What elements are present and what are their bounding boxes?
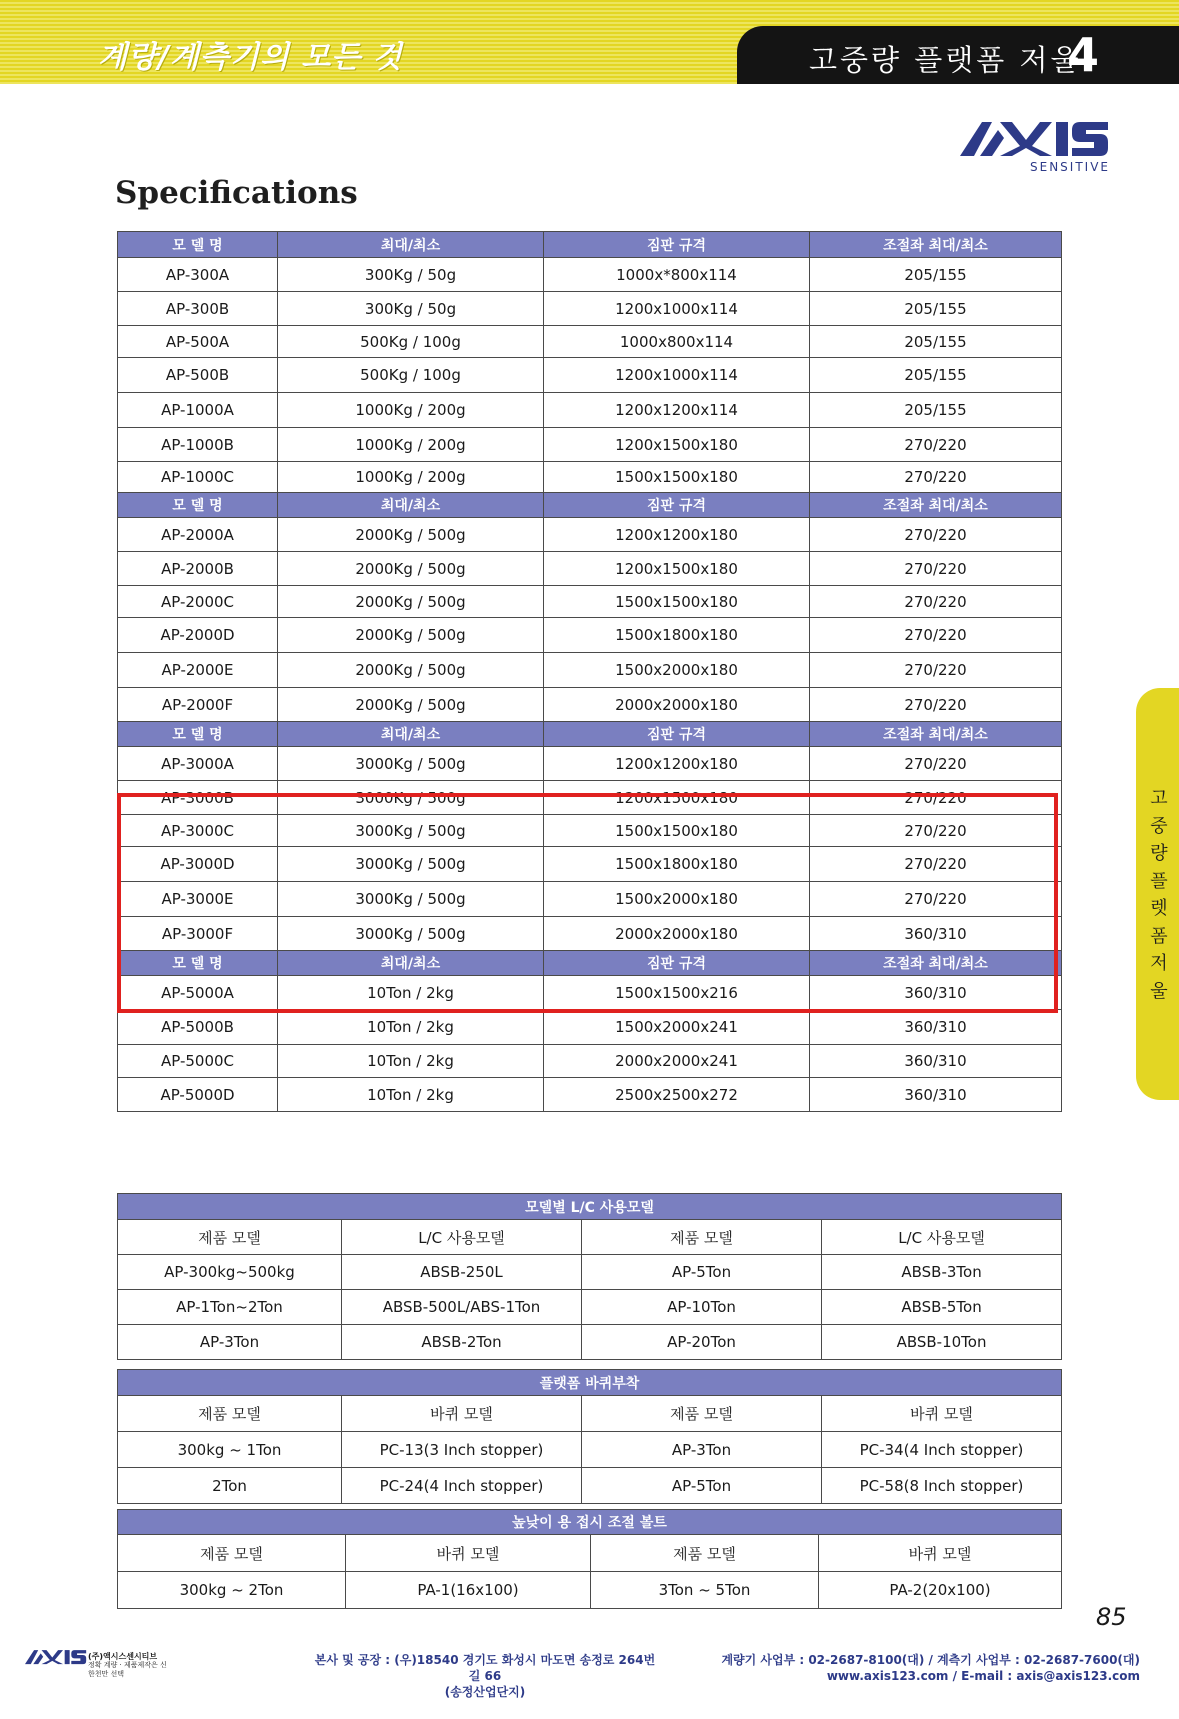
model-cell: AP-3000A — [118, 747, 278, 781]
bolt-row — [118, 1572, 1062, 1609]
model-cell: AP-2000B — [118, 552, 278, 586]
header-category-tab — [737, 26, 1179, 84]
platform-size-cell: 1500x1800x180 — [544, 847, 810, 882]
spec-row — [118, 688, 1062, 722]
spec-header-row — [118, 493, 1062, 518]
spec-row — [118, 358, 1062, 393]
logo-subtitle: SENSITIVE — [1030, 160, 1110, 174]
table-cell: ABSB-3Ton — [822, 1255, 1062, 1290]
footer-company-slogan-2: 한천만 선택 — [88, 1670, 125, 1678]
capacity-cell: 10Ton / 2kg — [278, 1078, 544, 1112]
sub-column-header: 바퀴 모델 — [819, 1535, 1062, 1572]
footer-company-info — [88, 1652, 167, 1679]
spec-header-row — [118, 232, 1062, 258]
foot-adjust-cell: 270/220 — [810, 552, 1062, 586]
capacity-cell: 2000Kg / 500g — [278, 518, 544, 552]
spec-column-header: 짐판 규격 — [544, 493, 810, 518]
foot-adjust-cell: 360/310 — [810, 917, 1062, 951]
platform-size-cell: 2000x2000x180 — [544, 688, 810, 722]
platform-size-cell: 1500x1500x180 — [544, 815, 810, 847]
foot-adjust-cell: 270/220 — [810, 586, 1062, 618]
capacity-cell: 2000Kg / 500g — [278, 552, 544, 586]
section-title-cell: 플랫폼 바퀴부착 — [118, 1370, 1062, 1396]
spec-row — [118, 847, 1062, 882]
specifications-table — [117, 231, 1062, 1112]
model-cell: AP-2000D — [118, 618, 278, 653]
model-cell: AP-5000B — [118, 1010, 278, 1045]
foot-adjust-cell: 205/155 — [810, 292, 1062, 326]
spec-column-header: 짐판 규격 — [544, 722, 810, 747]
spec-column-header: 조절좌 최대/최소 — [810, 951, 1062, 976]
table-cell: PC-58(8 Inch stopper) — [822, 1468, 1062, 1504]
foot-adjust-cell: 270/220 — [810, 518, 1062, 552]
capacity-cell: 10Ton / 2kg — [278, 1045, 544, 1078]
capacity-cell: 1000Kg / 200g — [278, 462, 544, 493]
sub-column-header: 바퀴 모델 — [342, 1396, 582, 1432]
spec-column-header: 최대/최소 — [278, 232, 544, 258]
table-cell: 2Ton — [118, 1468, 342, 1504]
sub-column-header: 바퀴 모델 — [346, 1535, 591, 1572]
side-category-label: 고중량플렛폼저울 — [1150, 788, 1168, 1002]
table-cell: PA-1(16x100) — [346, 1572, 591, 1609]
capacity-cell: 10Ton / 2kg — [278, 1010, 544, 1045]
spec-row — [118, 976, 1062, 1010]
capacity-cell: 2000Kg / 500g — [278, 586, 544, 618]
capacity-cell: 3000Kg / 500g — [278, 781, 544, 815]
capacity-cell: 3000Kg / 500g — [278, 882, 544, 917]
table-cell: ABSB-5Ton — [822, 1290, 1062, 1325]
capacity-cell: 3000Kg / 500g — [278, 847, 544, 882]
footer-address-line-1: 본사 및 공장 : (우)18540 경기도 화성시 마도면 송정로 264번길 66 — [314, 1653, 656, 1683]
spec-row — [118, 747, 1062, 781]
sub-header-row — [118, 1220, 1062, 1255]
platform-size-cell: 1500x2000x180 — [544, 653, 810, 688]
platform-size-cell: 1000x*800x114 — [544, 258, 810, 292]
section-title-cell: 모델별 L/C 사용모델 — [118, 1194, 1062, 1220]
lc-model-table — [117, 1193, 1062, 1360]
model-cell: AP-500B — [118, 358, 278, 393]
platform-size-cell: 2500x2500x272 — [544, 1078, 810, 1112]
model-cell: AP-5000C — [118, 1045, 278, 1078]
page-number: 85 — [1096, 1603, 1127, 1631]
spec-row — [118, 586, 1062, 618]
platform-size-cell: 1200x1500x180 — [544, 428, 810, 462]
foot-adjust-cell: 270/220 — [810, 428, 1062, 462]
spec-column-header: 모 델 명 — [118, 493, 278, 518]
table-cell: AP-10Ton — [582, 1290, 822, 1325]
spec-column-header: 조절좌 최대/최소 — [810, 232, 1062, 258]
spec-row — [118, 393, 1062, 428]
table-cell: ABSB-2Ton — [342, 1325, 582, 1360]
section-title-row — [118, 1194, 1062, 1220]
model-cell: AP-2000F — [118, 688, 278, 722]
capacity-cell: 500Kg / 100g — [278, 326, 544, 358]
platform-size-cell: 2000x2000x241 — [544, 1045, 810, 1078]
platform-size-cell: 1500x2000x241 — [544, 1010, 810, 1045]
model-cell: AP-2000A — [118, 518, 278, 552]
spec-row — [118, 618, 1062, 653]
sub-column-header: 제품 모델 — [582, 1220, 822, 1255]
sub-column-header: 바퀴 모델 — [822, 1396, 1062, 1432]
sub-column-header: 제품 모델 — [118, 1396, 342, 1432]
spec-row — [118, 653, 1062, 688]
lc-row — [118, 1290, 1062, 1325]
table-cell: AP-3Ton — [582, 1432, 822, 1468]
section-title: Specifications — [115, 175, 358, 211]
model-cell: AP-1000B — [118, 428, 278, 462]
foot-adjust-cell: 270/220 — [810, 815, 1062, 847]
foot-adjust-cell: 360/310 — [810, 1078, 1062, 1112]
model-cell: AP-3000E — [118, 882, 278, 917]
foot-adjust-cell: 270/220 — [810, 882, 1062, 917]
foot-adjust-cell: 360/310 — [810, 1010, 1062, 1045]
foot-adjust-cell: 270/220 — [810, 653, 1062, 688]
lc-row — [118, 1255, 1062, 1290]
table-cell: 300kg ~ 1Ton — [118, 1432, 342, 1468]
footer-company-slogan-1: 정확 계량 · 제품제작은 신 — [88, 1661, 167, 1669]
footer-company-name: (주)액시스센시티브 — [88, 1652, 158, 1661]
sub-header-row — [118, 1535, 1062, 1572]
foot-adjust-cell: 205/155 — [810, 326, 1062, 358]
spec-row — [118, 781, 1062, 815]
section-title-cell: 높낮이 용 접시 조절 볼트 — [118, 1510, 1062, 1535]
table-cell: PC-24(4 Inch stopper) — [342, 1468, 582, 1504]
model-cell: AP-5000D — [118, 1078, 278, 1112]
platform-size-cell: 1000x800x114 — [544, 326, 810, 358]
platform-size-cell: 1200x1000x114 — [544, 292, 810, 326]
spec-column-header: 짐판 규격 — [544, 232, 810, 258]
spec-column-header: 조절좌 최대/최소 — [810, 722, 1062, 747]
model-cell: AP-500A — [118, 326, 278, 358]
sub-column-header: 제품 모델 — [118, 1535, 346, 1572]
foot-adjust-cell: 270/220 — [810, 688, 1062, 722]
spec-row — [118, 882, 1062, 917]
platform-size-cell: 1200x1000x114 — [544, 358, 810, 393]
platform-size-cell: 1500x2000x180 — [544, 882, 810, 917]
spec-column-header: 모 델 명 — [118, 722, 278, 747]
model-cell: AP-3000F — [118, 917, 278, 951]
section-title-row — [118, 1370, 1062, 1396]
spec-row — [118, 1010, 1062, 1045]
header-left-title: 계량/계측기의 모든 것 — [98, 40, 403, 75]
platform-size-cell: 1200x1500x180 — [544, 781, 810, 815]
spec-header-row — [118, 951, 1062, 976]
platform-size-cell: 1500x1800x180 — [544, 618, 810, 653]
spec-column-header: 모 델 명 — [118, 951, 278, 976]
spec-row — [118, 1078, 1062, 1112]
capacity-cell: 1000Kg / 200g — [278, 393, 544, 428]
spec-row — [118, 917, 1062, 951]
model-cell: AP-3000D — [118, 847, 278, 882]
sub-column-header: 제품 모델 — [591, 1535, 819, 1572]
spec-row — [118, 326, 1062, 358]
section-title-row — [118, 1510, 1062, 1535]
model-cell: AP-3000B — [118, 781, 278, 815]
sub-column-header: 제품 모델 — [118, 1220, 342, 1255]
platform-size-cell: 2000x2000x180 — [544, 917, 810, 951]
spec-row — [118, 292, 1062, 326]
spec-header-row — [118, 722, 1062, 747]
platform-size-cell: 1500x1500x180 — [544, 462, 810, 493]
foot-adjust-cell: 205/155 — [810, 258, 1062, 292]
table-cell: AP-20Ton — [582, 1325, 822, 1360]
table-cell: 3Ton ~ 5Ton — [591, 1572, 819, 1609]
platform-size-cell: 1500x1500x216 — [544, 976, 810, 1010]
foot-adjust-cell: 270/220 — [810, 781, 1062, 815]
model-cell: AP-5000A — [118, 976, 278, 1010]
spec-row — [118, 1045, 1062, 1078]
capacity-cell: 500Kg / 100g — [278, 358, 544, 393]
capacity-cell: 300Kg / 50g — [278, 292, 544, 326]
model-cell: AP-300B — [118, 292, 278, 326]
footer-address — [310, 1652, 660, 1700]
platform-size-cell: 1200x1500x180 — [544, 552, 810, 586]
sub-column-header: L/C 사용모델 — [822, 1220, 1062, 1255]
sub-header-row — [118, 1396, 1062, 1432]
spec-row — [118, 552, 1062, 586]
table-cell: ABSB-10Ton — [822, 1325, 1062, 1360]
platform-size-cell: 1500x1500x180 — [544, 586, 810, 618]
foot-adjust-cell: 270/220 — [810, 747, 1062, 781]
model-cell: AP-3000C — [118, 815, 278, 847]
sub-column-header: L/C 사용모델 — [342, 1220, 582, 1255]
spec-column-header: 모 델 명 — [118, 232, 278, 258]
capacity-cell: 3000Kg / 500g — [278, 747, 544, 781]
table-cell: ABSB-250L — [342, 1255, 582, 1290]
table-cell: AP-1Ton~2Ton — [118, 1290, 342, 1325]
platform-size-cell: 1200x1200x180 — [544, 747, 810, 781]
header-chapter-number: 4 — [1067, 28, 1100, 82]
table-cell: ABSB-500L/ABS-1Ton — [342, 1290, 582, 1325]
spec-column-header: 조절좌 최대/최소 — [810, 493, 1062, 518]
capacity-cell: 2000Kg / 500g — [278, 688, 544, 722]
foot-adjust-cell: 360/310 — [810, 1045, 1062, 1078]
model-cell: AP-2000C — [118, 586, 278, 618]
platform-size-cell: 1200x1200x114 — [544, 393, 810, 428]
table-cell: 300kg ~ 2Ton — [118, 1572, 346, 1609]
table-cell: AP-300kg~500kg — [118, 1255, 342, 1290]
table-cell: PC-34(4 Inch stopper) — [822, 1432, 1062, 1468]
footer-axis-logo-icon — [25, 1648, 87, 1672]
table-cell: AP-3Ton — [118, 1325, 342, 1360]
model-cell: AP-1000A — [118, 393, 278, 428]
footer-contact — [700, 1652, 1140, 1684]
platform-size-cell: 1200x1200x180 — [544, 518, 810, 552]
spec-column-header: 최대/최소 — [278, 951, 544, 976]
spec-row — [118, 462, 1062, 493]
foot-adjust-cell: 205/155 — [810, 393, 1062, 428]
spec-column-header: 짐판 규격 — [544, 951, 810, 976]
table-cell: AP-5Ton — [582, 1255, 822, 1290]
wheel-row — [118, 1432, 1062, 1468]
capacity-cell: 2000Kg / 500g — [278, 618, 544, 653]
height-bolt-table — [117, 1509, 1062, 1609]
spec-column-header: 최대/최소 — [278, 722, 544, 747]
foot-adjust-cell: 270/220 — [810, 462, 1062, 493]
capacity-cell: 3000Kg / 500g — [278, 815, 544, 847]
model-cell: AP-300A — [118, 258, 278, 292]
foot-adjust-cell: 270/220 — [810, 847, 1062, 882]
capacity-cell: 300Kg / 50g — [278, 258, 544, 292]
table-cell: AP-5Ton — [582, 1468, 822, 1504]
sub-column-header: 제품 모델 — [582, 1396, 822, 1432]
table-cell: PA-2(20x100) — [819, 1572, 1062, 1609]
footer-web-line: www.axis123.com / E-mail : axis@axis123.com — [826, 1669, 1140, 1683]
foot-adjust-cell: 270/220 — [810, 618, 1062, 653]
capacity-cell: 3000Kg / 500g — [278, 917, 544, 951]
spec-row — [118, 258, 1062, 292]
footer-phone-line: 계량기 사업부 : 02-2687-8100(대) / 계측기 사업부 : 02-2687-7600(대) — [721, 1653, 1140, 1667]
spec-column-header: 최대/최소 — [278, 493, 544, 518]
model-cell: AP-2000E — [118, 653, 278, 688]
wheel-attachment-table — [117, 1369, 1062, 1504]
foot-adjust-cell: 205/155 — [810, 358, 1062, 393]
table-cell: PC-13(3 Inch stopper) — [342, 1432, 582, 1468]
header-category-title: 고중량 플랫폼 저울 — [809, 43, 1082, 77]
spec-row — [118, 815, 1062, 847]
capacity-cell: 10Ton / 2kg — [278, 976, 544, 1010]
capacity-cell: 2000Kg / 500g — [278, 653, 544, 688]
foot-adjust-cell: 360/310 — [810, 976, 1062, 1010]
model-cell: AP-1000C — [118, 462, 278, 493]
spec-row — [118, 428, 1062, 462]
capacity-cell: 1000Kg / 200g — [278, 428, 544, 462]
spec-row — [118, 518, 1062, 552]
footer-address-line-2: (송정산업단지) — [444, 1685, 526, 1699]
lc-row — [118, 1325, 1062, 1360]
wheel-row — [118, 1468, 1062, 1504]
